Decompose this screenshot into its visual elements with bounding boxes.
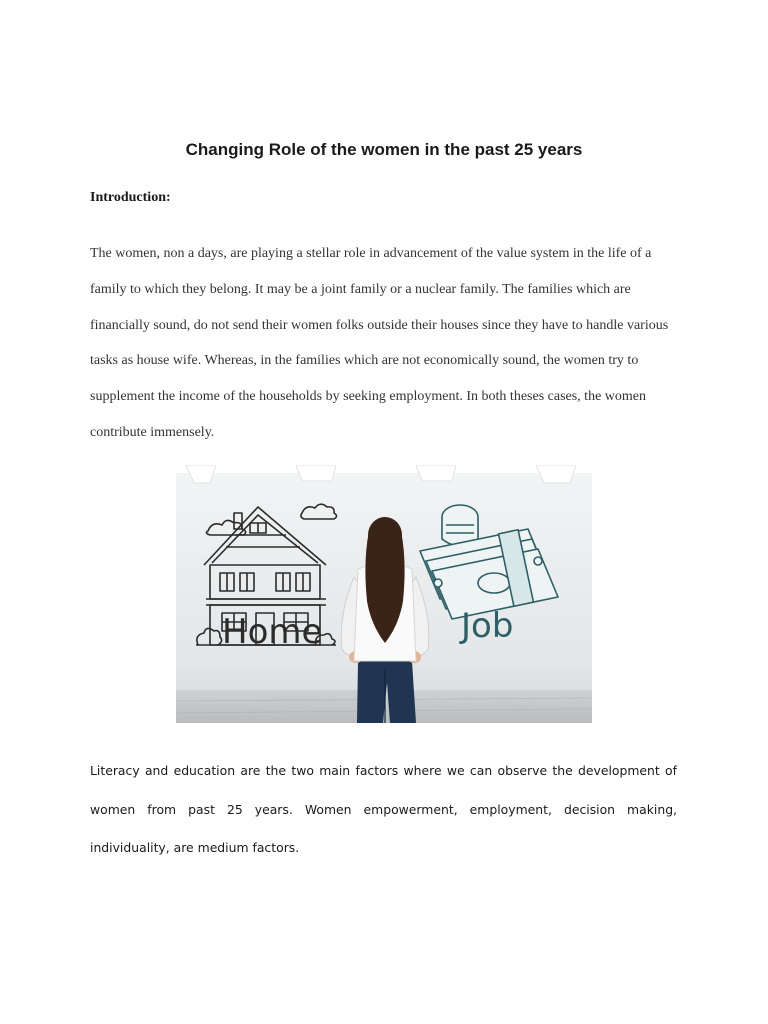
body-paragraph: Literacy and education are the two main factors where we can observe the development of women from past 25 years. Women empowerment, employment, decision making, individuality, are medium factors.: [90, 763, 677, 855]
introduction-paragraph: The women, non a days, are playing a stellar role in advancement of the value system in the life of a family to which they belong. It may be a joint family or a nuclear family. The families which are financially sound, do not send their women folks outside their houses since they have to handle various tasks as house wife. Whereas, in the families which are not economically sound, the women try to supplement the income of the households by seeking employment. In both theses cases, the women contribute immensely.: [90, 246, 669, 440]
document-title: Changing Role of the women in the past 25 years: [185, 140, 583, 159]
home-word: Home: [222, 612, 323, 652]
introduction-heading: Introduction:: [90, 190, 171, 205]
home-job-illustration: [176, 465, 592, 723]
job-word: Job: [461, 606, 514, 646]
